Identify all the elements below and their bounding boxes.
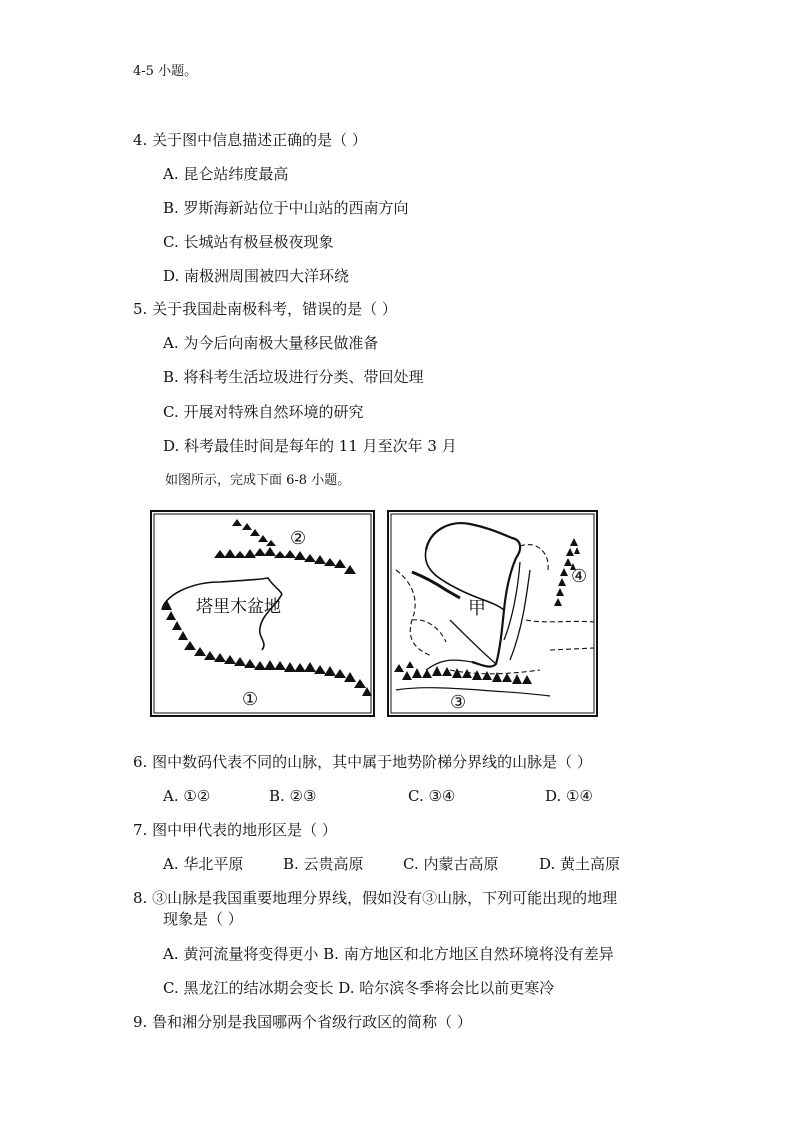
map-figure [150,510,599,717]
question-7-option-a: A. 华北平原 [163,855,244,873]
question-8-stem-line1: 8. ③山脉是我国重要地理分界线，假如没有③山脉，下列可能出现的地理 [133,889,618,907]
label-mountain-4: ④ [571,566,588,587]
region-jia-label: 甲 [468,598,486,619]
question-4-option-c: C. 长城站有极昼极夜现象 [163,233,334,251]
question-4-option-a: A. 昆仑站纬度最高 [163,165,289,183]
label-mountain-1: ① [242,689,259,710]
question-4-option-d: D. 南极洲周围被四大洋环绕 [163,267,350,285]
question-8-options-line1: A. 黄河流量将变得更小 B. 南方地区和北方地区自然环境将没有差异 [163,945,614,963]
question-7-stem: 7. 图中甲代表的地形区是（ ） [133,821,337,839]
question-7-option-d: D. 黄土高原 [539,855,621,873]
question-4-option-b: B. 罗斯海新站位于中山站的西南方向 [163,199,409,217]
question-7-option-b: B. 云贵高原 [283,855,364,873]
question-8-stem-line2: 现象是（ ） [163,910,243,928]
question-5-option-b: B. 将科考生活垃圾进行分类、带回处理 [163,368,424,386]
label-mountain-3: ③ [450,692,467,713]
question-6-option-d: D. ①④ [545,787,593,805]
basin-label: 塔里木盆地 [196,597,281,617]
question-5-option-c: C. 开展对特殊自然环境的研究 [163,403,364,421]
map-left-panel [151,511,374,716]
question-9-stem: 9. 鲁和湘分别是我国哪两个省级行政区的简称（ ） [133,1013,472,1031]
question-8-options-line2: C. 黑龙江的结冰期会变长 D. 哈尔滨冬季将会比以前更寒冷 [163,979,555,997]
question-4-stem: 4. 关于图中信息描述正确的是（ ） [133,131,367,149]
label-mountain-2: ② [290,528,307,549]
question-5-option-d: D. 科考最佳时间是每年的 11 月至次年 3 月 [163,437,457,455]
question-7-option-c: C. 内蒙古高原 [403,855,499,873]
question-6-option-a: A. ①② [163,787,211,805]
question-6-stem: 6. 图中数码代表不同的山脉，其中属于地势阶梯分界线的山脉是（ ） [133,753,592,771]
map-right-panel [388,511,597,716]
instruction-6-8: 如图所示，完成下面 6-8 小题。 [165,473,351,488]
question-6-option-b: B. ②③ [269,787,317,805]
question-5-stem: 5. 关于我国赴南极科考，错误的是（ ） [133,300,397,318]
question-6-option-c: C. ③④ [408,787,456,805]
question-5-option-a: A. 为今后向南极大量移民做准备 [163,334,379,352]
intro-prev: 4-5 小题。 [133,64,198,79]
map-svg [150,510,599,717]
